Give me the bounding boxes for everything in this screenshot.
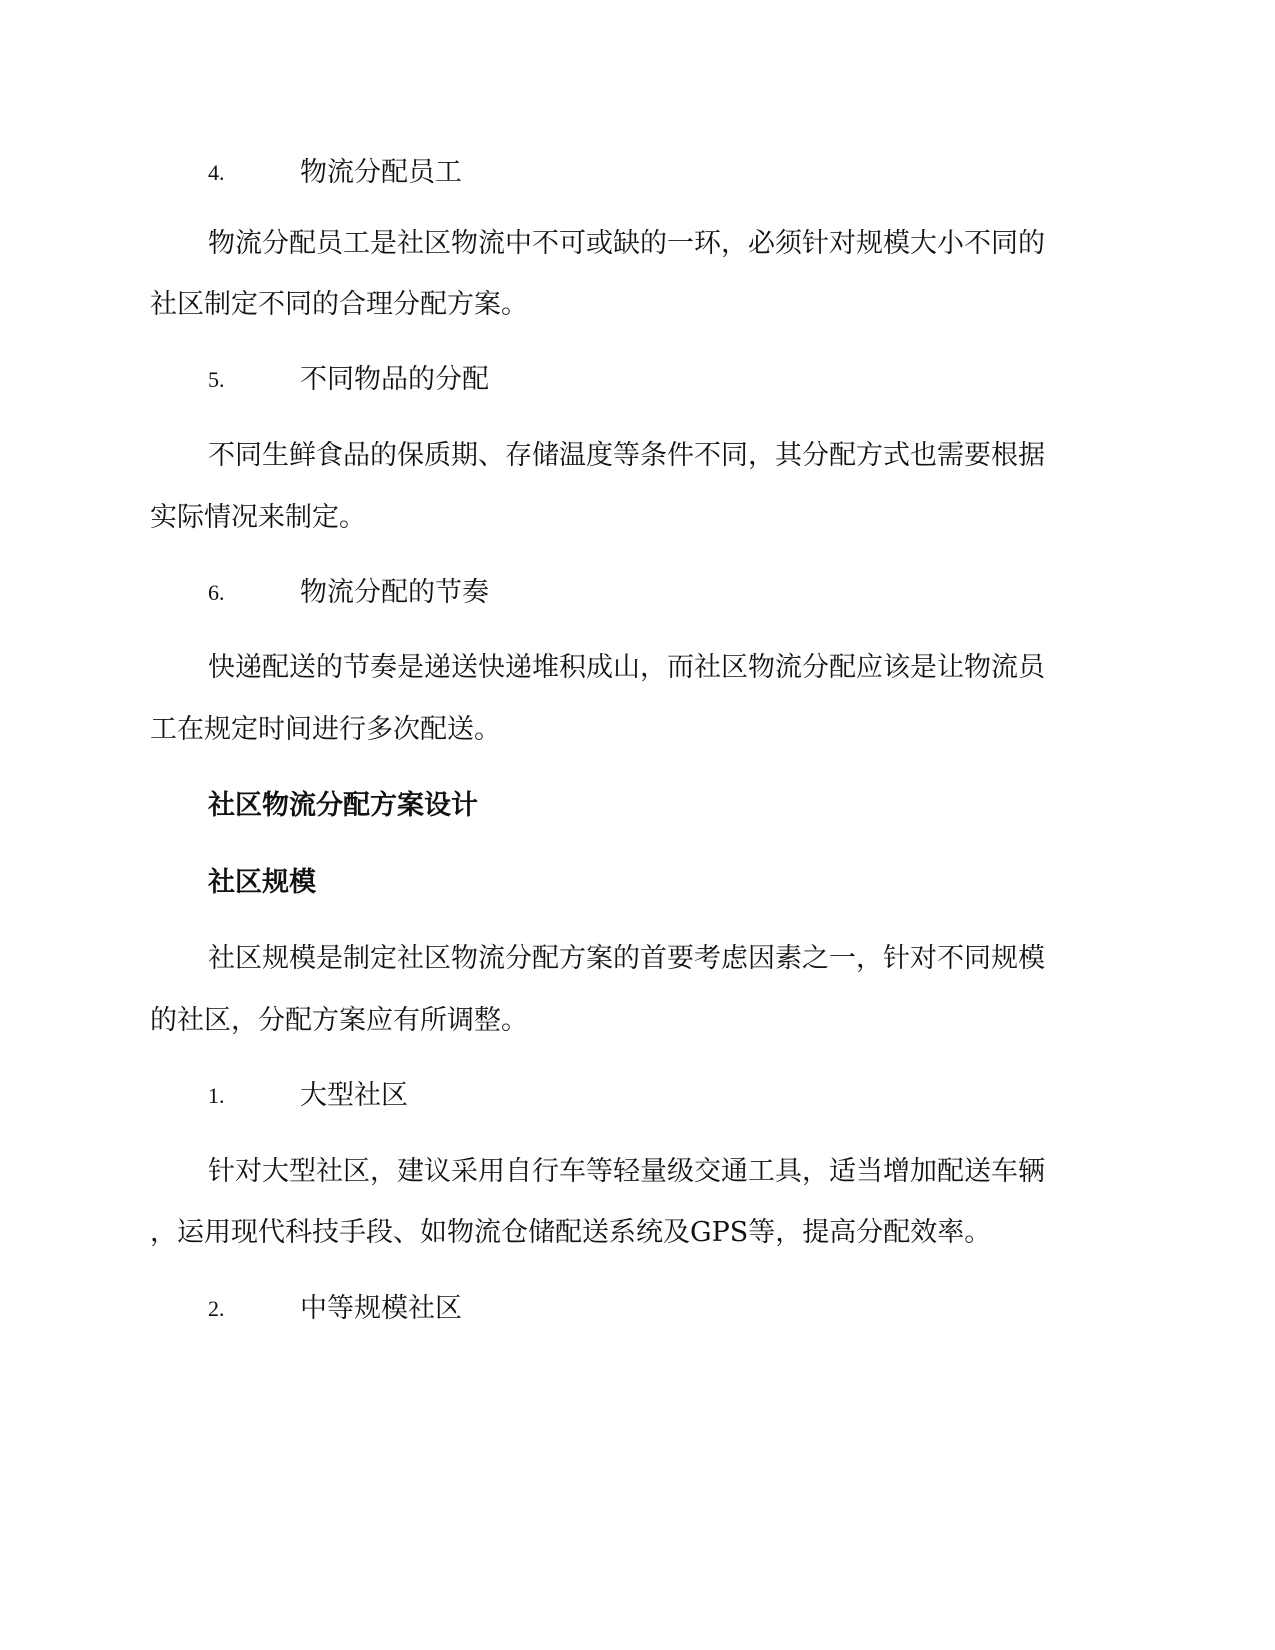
paragraph-line: 社区制定不同的合理分配方案。 (150, 289, 528, 320)
paragraph-line: 实际情况来制定。 (150, 502, 366, 533)
item-number: 6. (208, 580, 225, 605)
paragraph-line: ，运用现代科技手段、如物流仓储配送系统及GPS等，提高分配效率。 (150, 1217, 992, 1248)
item-title: 不同物品的分配 (300, 364, 489, 395)
section-heading: 社区物流分配方案设计 (208, 790, 478, 821)
item-title: 物流分配的节奏 (300, 577, 489, 608)
paragraph-line: 工在规定时间进行多次配送。 (150, 714, 501, 745)
item-title: 中等规模社区 (300, 1293, 462, 1324)
item-title: 物流分配员工 (300, 157, 462, 188)
item-number: 5. (208, 367, 225, 392)
item-number: 1. (208, 1083, 225, 1108)
item-title: 大型社区 (300, 1080, 408, 1111)
item-number: 2. (208, 1296, 225, 1321)
subsection-heading: 社区规模 (208, 867, 316, 898)
paragraph-line: 针对大型社区，建议采用自行车等轻量级交通工具，适当增加配送车辆 (208, 1156, 1045, 1187)
item-number: 4. (208, 160, 225, 185)
paragraph-line: 社区规模是制定社区物流分配方案的首要考虑因素之一，针对不同规模 (208, 943, 1045, 974)
paragraph-line: 物流分配员工是社区物流中不可或缺的一环，必须针对规模大小不同的 (208, 228, 1045, 259)
paragraph-line: 快递配送的节奏是递送快递堆积成山，而社区物流分配应该是让物流员 (208, 652, 1045, 683)
paragraph-line: 的社区，分配方案应有所调整。 (150, 1005, 528, 1036)
paragraph-line: 不同生鲜食品的保质期、存储温度等条件不同，其分配方式也需要根据 (208, 440, 1045, 471)
